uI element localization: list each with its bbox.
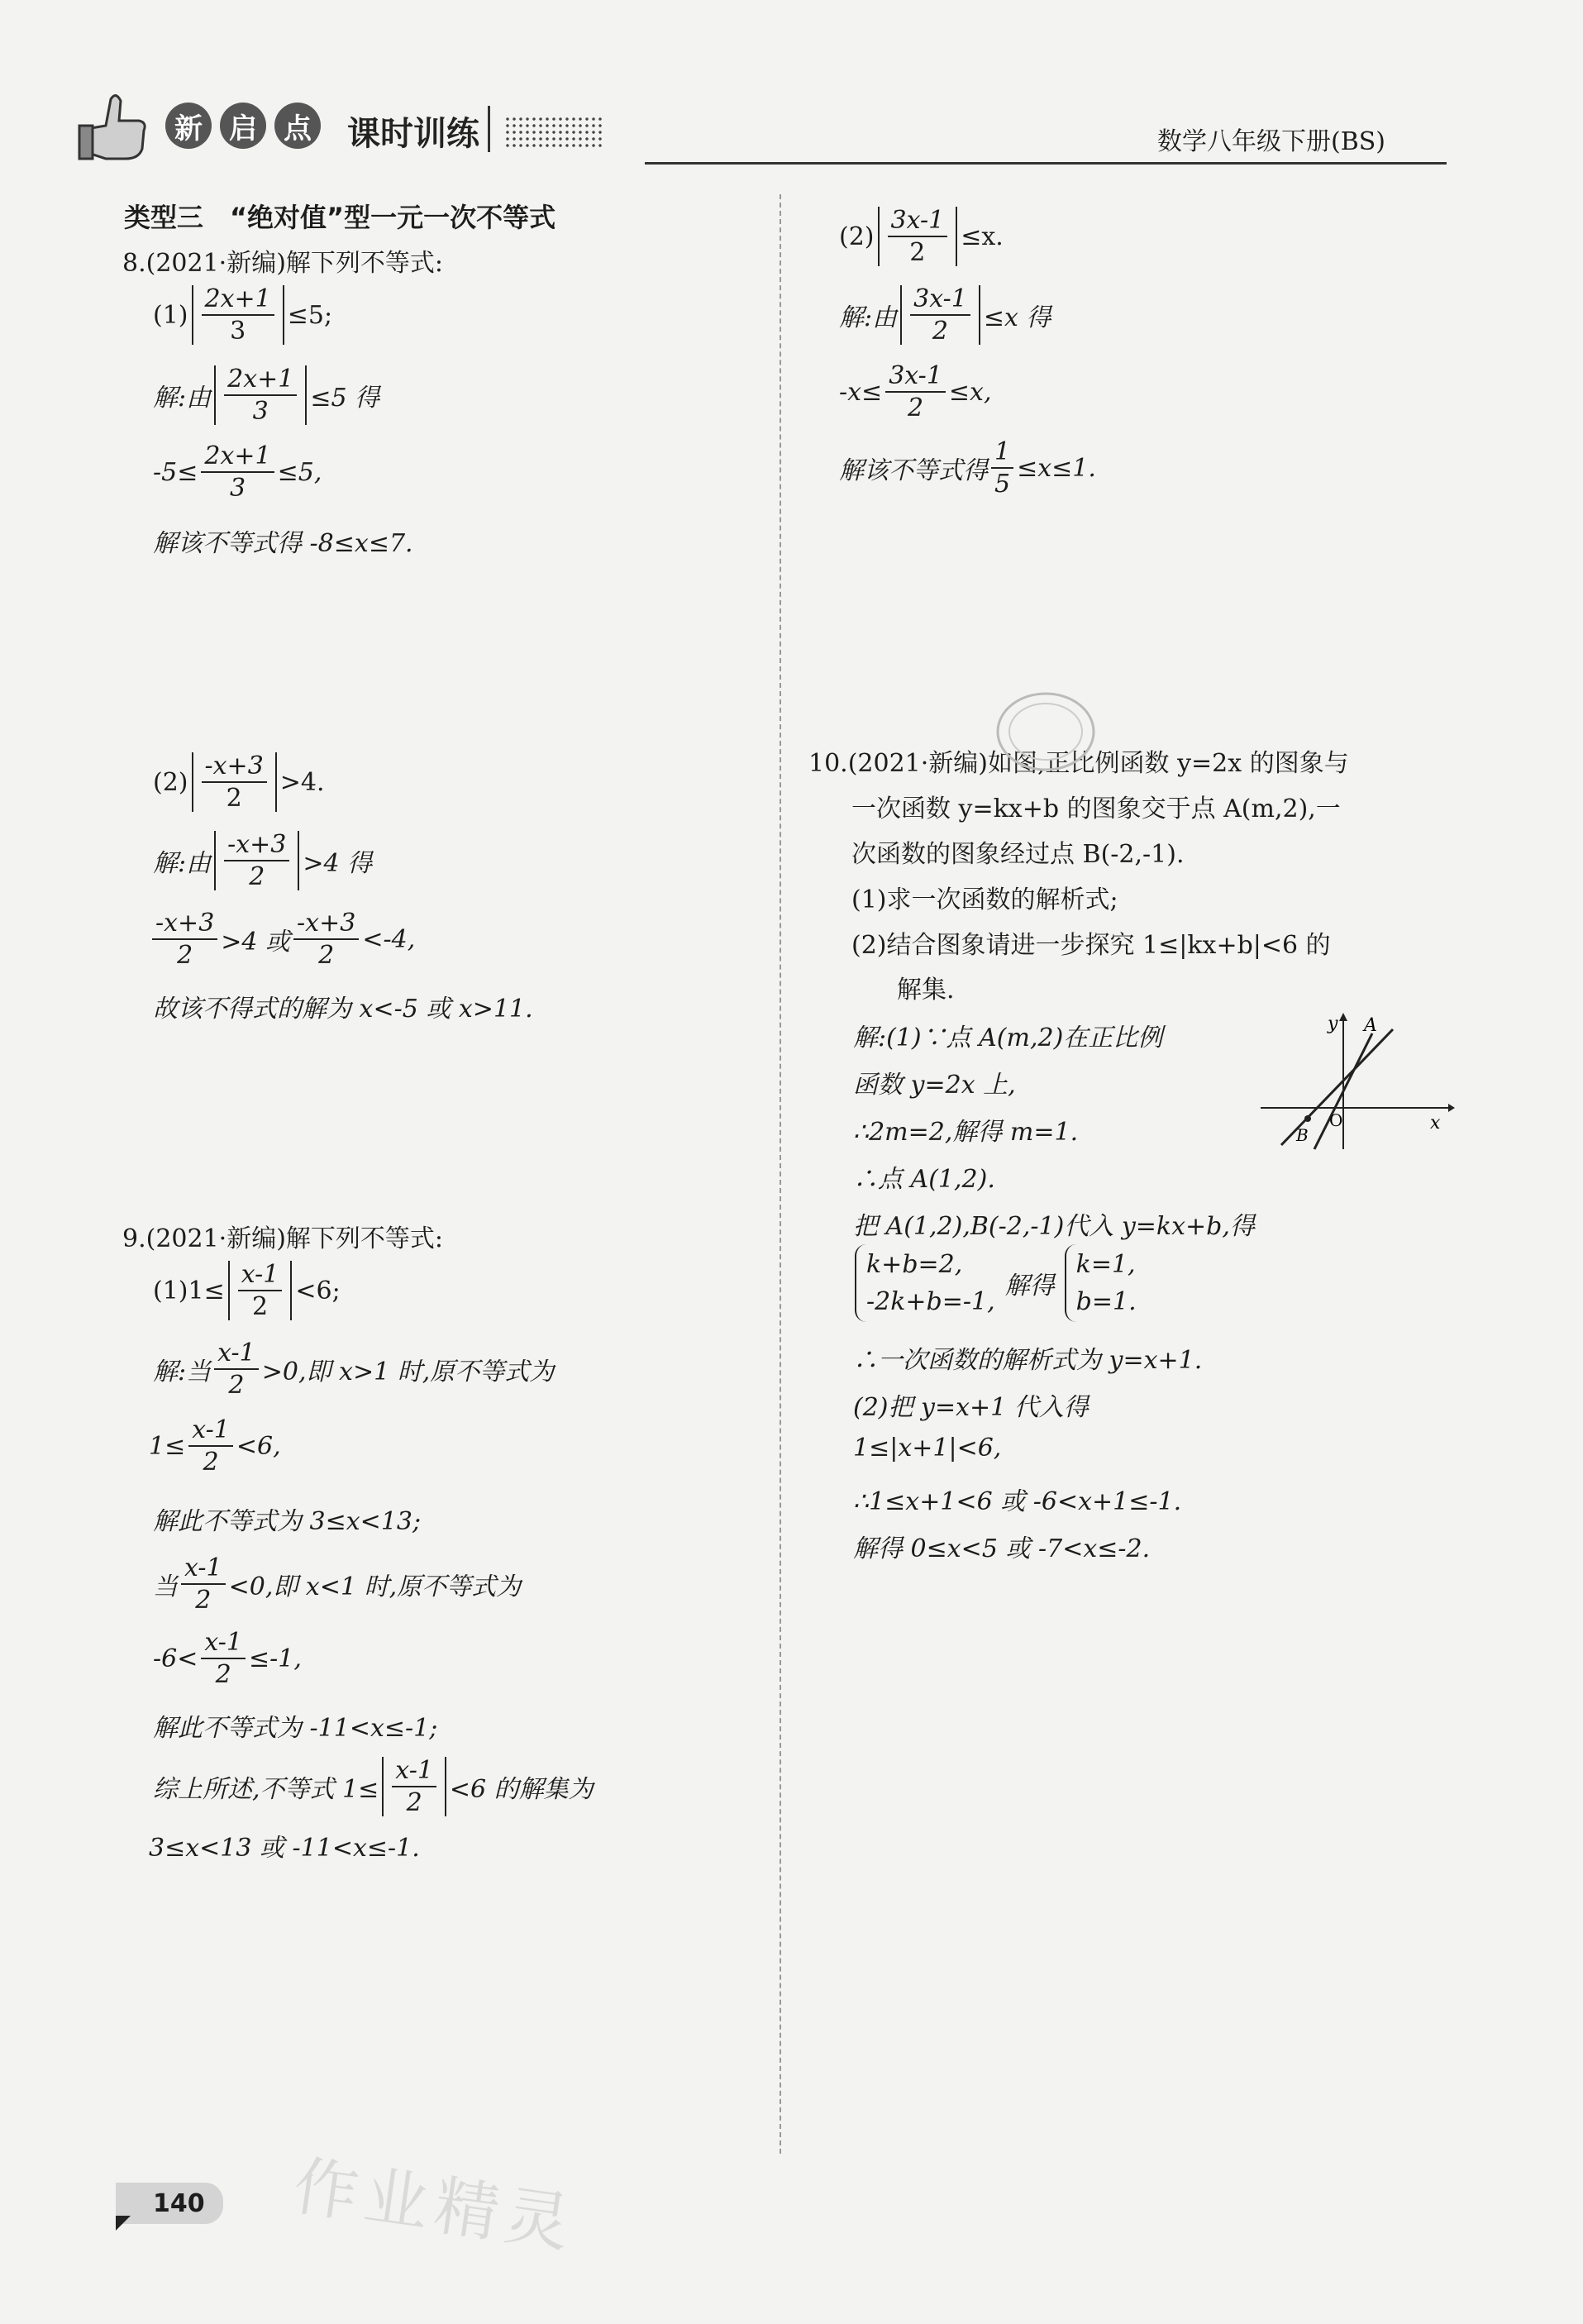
q8-part2-answer: 故该不得式的解为 x<-5 或 x>11. bbox=[153, 995, 533, 1024]
q10-ans9: ∴1≤x+1<6 或 -6<x+1≤-1. bbox=[853, 1487, 1182, 1516]
q10-line5: (2)结合图象请进一步探究 1≤|kx+b|<6 的 bbox=[851, 931, 1331, 960]
q10-ans1: 解:(1)∵点 A(m,2)在正比例 bbox=[853, 1024, 1163, 1052]
q8-part2b: (2) $\frac{3x-1}{2}$ ≤x. bbox=[839, 206, 1004, 267]
brand-char-2: 启 bbox=[220, 103, 266, 149]
q8-part2: (2) $\frac{-x+3}{2}$ >4. bbox=[153, 752, 325, 813]
q9-answer: 3≤x<13 或 -11<x≤-1. bbox=[149, 1834, 420, 1863]
q10-ans10: 解得 0≤x<5 或 -7<x≤-2. bbox=[853, 1534, 1151, 1563]
series-title: 课时训练 bbox=[347, 115, 479, 153]
q10-graph-figure bbox=[1256, 1013, 1455, 1153]
q8-part1-step1: 解:由 $\frac{2x+1}{3}$ ≤5 得 bbox=[153, 365, 380, 426]
q8b-step1: 解:由 $\frac{3x-1}{2}$ ≤x 得 bbox=[839, 284, 1051, 346]
watermark-text: 作业精灵 bbox=[288, 2149, 581, 2263]
q9-stem: 9.(2021·新编)解下列不等式: bbox=[122, 1224, 444, 1253]
q10-line3: 次函数的图象经过点 B(-2,-1). bbox=[851, 840, 1185, 869]
q9-step3: 解此不等式为 3≤x<13; bbox=[153, 1507, 422, 1536]
q10-ans7: (2)把 y=x+1 代入得 bbox=[853, 1393, 1089, 1422]
q8b-step2: -x≤ $\frac{3x-1}{2}$ ≤x, bbox=[839, 361, 992, 422]
q9-step6: 解此不等式为 -11<x≤-1; bbox=[153, 1714, 438, 1743]
header-dots bbox=[504, 116, 603, 149]
q8-part1: (1) $\frac{2x+1}{3}$ ≤5; bbox=[153, 284, 333, 346]
q9-step4: 当 $\frac{x-1}{2}$ <0,即 x<1 时,原不等式为 bbox=[153, 1553, 522, 1615]
q8-part1-step2: -5≤ $\frac{2x+1}{3}$ ≤5, bbox=[153, 441, 322, 503]
q9-step1: 解:当 $\frac{x-1}{2}$ >0,即 x>1 时,原不等式为 bbox=[153, 1339, 555, 1400]
q9-step7: 综上所述,不等式 1≤ $\frac{x-1}{2}$ <6 的解集为 bbox=[153, 1756, 594, 1817]
column-divider bbox=[780, 194, 781, 2154]
q10-ans5: 把 A(1,2),B(-2,-1)代入 y=kx+b,得 bbox=[853, 1212, 1255, 1241]
q10-ans4: ∴点 A(1,2). bbox=[853, 1165, 995, 1194]
q10-system: k+b=2, -2k+b=-1, 解得 k=1, b=1. bbox=[850, 1244, 1142, 1322]
q10-line4: (1)求一次函数的解析式; bbox=[851, 885, 1118, 914]
fig-x-label: x bbox=[1430, 1113, 1441, 1133]
q10-line2: 一次函数 y=kx+b 的图象交于点 A(m,2),一 bbox=[851, 795, 1341, 823]
brand-char-3: 点 bbox=[274, 103, 321, 149]
section-title: 类型三 “绝对值”型一元一次不等式 bbox=[124, 202, 556, 233]
q8b-answer: 解该不等式得 $\frac{1}{5}$ ≤x≤1. bbox=[839, 437, 1096, 499]
q10-ans2: 函数 y=2x 上, bbox=[853, 1071, 1016, 1100]
thumbs-up-icon bbox=[74, 83, 157, 165]
fig-a-label: A bbox=[1364, 1015, 1377, 1036]
q10-line1: 10.(2021·新编)如图,正比例函数 y=2x 的图象与 bbox=[808, 749, 1349, 778]
q10-line6: 解集. bbox=[897, 976, 955, 1005]
q8-part2-step2: $\frac{-x+3}{2}$ >4 或 $\frac{-x+3}{2}$ <-4, bbox=[149, 909, 415, 969]
page-number-corner bbox=[116, 2216, 131, 2231]
header bbox=[74, 83, 1447, 174]
q9-part1: (1)1≤ $\frac{x-1}{2}$ <6; bbox=[153, 1260, 341, 1321]
header-rule bbox=[645, 162, 1447, 165]
q10-ans3: ∴2m=2,解得 m=1. bbox=[853, 1118, 1079, 1147]
q9-step2: 1≤ $\frac{x-1}{2}$ <6, bbox=[149, 1415, 281, 1477]
fig-b-label: B bbox=[1296, 1125, 1309, 1145]
q10-ans6: ∴一次函数的解析式为 y=x+1. bbox=[853, 1346, 1203, 1375]
homework-stamp-icon bbox=[992, 686, 1099, 777]
q9-step5: -6< $\frac{x-1}{2}$ ≤-1, bbox=[153, 1628, 302, 1689]
brand-char-1: 新 bbox=[165, 103, 212, 149]
header-divider bbox=[488, 106, 490, 152]
q8-part1-answer: 解该不等式得 -8≤x≤7. bbox=[153, 529, 413, 558]
fig-origin-label: O bbox=[1329, 1110, 1343, 1130]
q8-part2-step1: 解:由 $\frac{-x+3}{2}$ >4 得 bbox=[153, 830, 373, 891]
q10-ans8: 1≤|x+1|<6, bbox=[853, 1434, 1002, 1463]
page-number: 140 bbox=[153, 2189, 205, 2218]
q8-stem: 8.(2021·新编)解下列不等式: bbox=[122, 249, 444, 278]
fig-y-label: y bbox=[1328, 1014, 1338, 1034]
book-title: 数学八年级下册(BS) bbox=[1157, 127, 1386, 156]
